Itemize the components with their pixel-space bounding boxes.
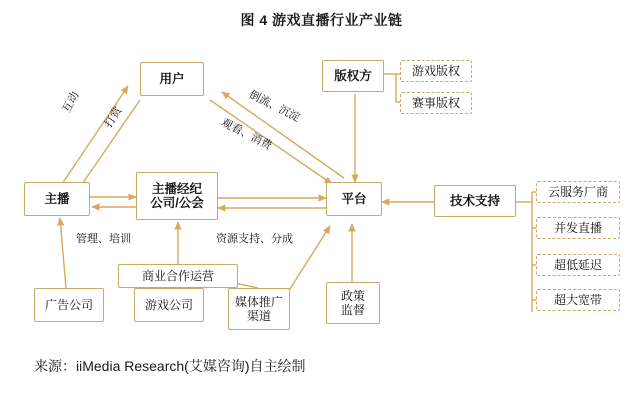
node-tech-support[interactable]: 技术支持 [434, 185, 516, 217]
node-parallel-live[interactable]: 并发直播 [536, 217, 620, 239]
node-game-company[interactable]: 游戏公司 [134, 288, 204, 322]
node-ultra-low-latency[interactable]: 超低延迟 [536, 254, 620, 276]
node-business-cooperation[interactable]: 商业合作运营 [118, 264, 238, 288]
page-title: 图 4 游戏直播行业产业链 [240, 12, 403, 28]
edge-label-reward: 打赏 [102, 104, 125, 130]
edge-label-drainage: 倒流、沉淀 [247, 88, 302, 125]
source-note: 来源：iiMedia Research(艾媒咨询)自主绘制 [34, 358, 306, 374]
edge-label-interaction: 互动 [60, 89, 82, 116]
node-media-channel[interactable] [228, 288, 290, 330]
edge-label-watch-consume: 观看、消费 [219, 116, 274, 153]
node-game-copyright[interactable]: 游戏版权 [400, 60, 472, 82]
node-media-line2: 渠道 [246, 309, 271, 323]
node-policy-line1: 政策 [340, 289, 365, 303]
node-agency-company[interactable] [136, 172, 218, 220]
node-policy-supervision[interactable] [326, 282, 380, 324]
edge-label-resource-share: 资源支持、分成 [216, 233, 293, 245]
node-media-line1: 媒体推广 [234, 295, 283, 309]
node-platform[interactable]: 平台 [326, 182, 382, 216]
node-ad-company[interactable]: 广告公司 [34, 288, 104, 322]
node-agency-line1: 主播经纪 [151, 182, 202, 196]
edge-label-manage-train: 管理、培训 [76, 233, 131, 245]
node-copyright-owner[interactable]: 版权方 [322, 60, 384, 92]
node-cloud-vendor[interactable]: 云服务厂商 [536, 181, 620, 203]
node-policy-line2: 监督 [340, 303, 365, 317]
node-agency-line2: 公司/公会 [150, 196, 204, 210]
node-user[interactable]: 用户 [140, 62, 204, 96]
node-anchor[interactable]: 主播 [24, 182, 90, 216]
node-ultra-bandwidth[interactable]: 超大宽带 [536, 289, 620, 311]
node-event-copyright[interactable]: 赛事版权 [400, 92, 472, 114]
